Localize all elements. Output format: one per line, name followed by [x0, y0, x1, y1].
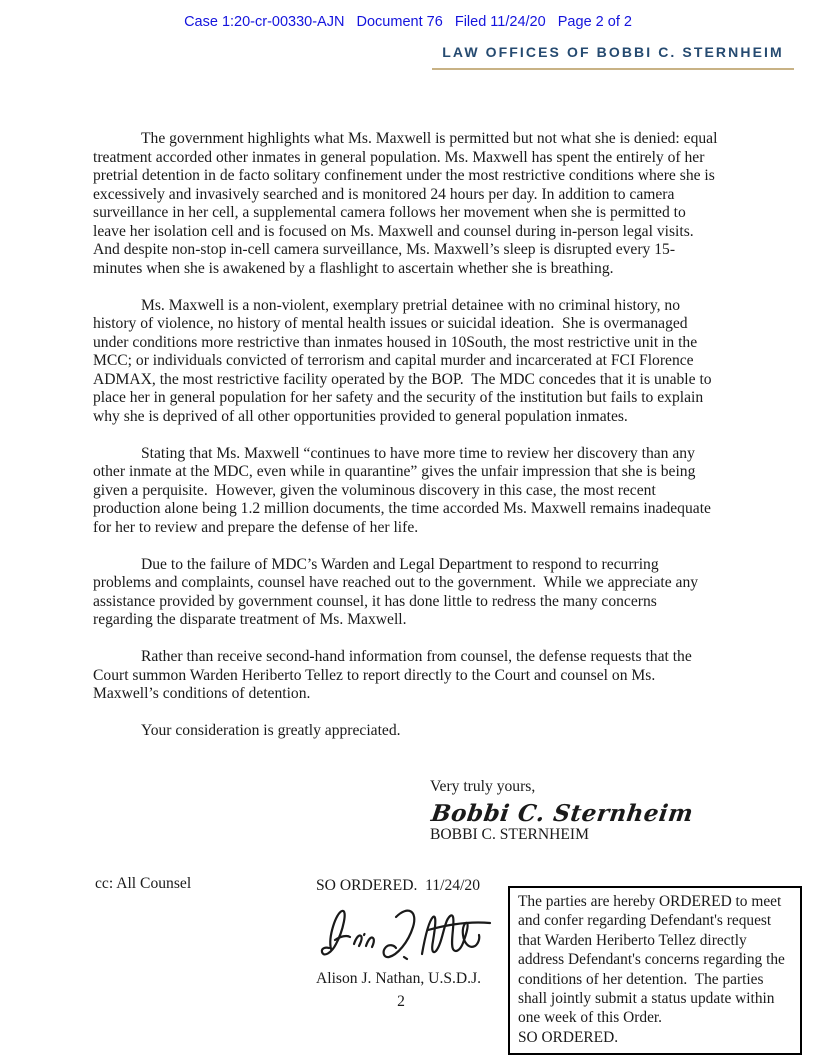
letterhead	[432, 44, 794, 70]
letter-body	[93, 130, 720, 759]
sternheim-typed-name: BOBBI C. STERNHEIM	[430, 826, 589, 843]
order-so-ordered: SO ORDERED.	[518, 1028, 619, 1046]
closing-block	[429, 778, 696, 845]
valediction: Very truly yours,	[430, 778, 536, 795]
sternheim-signature: Bobbi C. Sternheim	[429, 799, 696, 827]
paragraph-discovery-time: Stating that Ms. Maxwell “continues to have more time to review her discovery than any other inmate at the MDC, even while in quarantine” gives the unfair impression that she is being given a perquisite. However, given the voluminous discovery in this case, the most recent production alone being 1.2 million documents, the time accorded Ms. Maxwell remains inadequate for her to review and prepare the defense of her life.	[93, 444, 715, 536]
so-ordered-line: SO ORDERED. 11/24/20	[316, 877, 481, 894]
paragraph-government-highlights: The government highlights what Ms. Maxwell is permitted but not what she is denied: equal treatment accorded other inmates in general population. Ms. Maxwell has spent the entirely of her pretrial detention in de facto solitary confinement under the most restrictive conditions where she is excessively and invasively searched and is monitored 24 hours per day. In addition to camera surveillance in her cell, a supplemental camera follows her movement when she is permitted to leave her isolation cell and is focused on Ms. Maxwell and counsel during in-person legal visits. And despite non-stop in-cell camera surveillance, Ms. Maxwell’s sleep is disrupted every 15-minutes when she is awakened by a flashlight to ascertain whether she is breathing.	[93, 130, 722, 277]
so-ordered-block	[316, 877, 496, 1011]
judge-signature	[316, 897, 494, 969]
paragraph-nonviolent-detainee: Ms. Maxwell is a non-violent, exemplary pretrial detainee with no criminal history, no history of violence, no history of mental health issues or suicidal ideation. She is overmanaged under conditions more restrictive than inmates housed in 10South, the most restrictive unit in the MCC; or individuals convicted of terrorism and capital murder and incarcerated at FCI Florence ADMAX, the most restrictive facility operated by the BOP. The MDC concedes that it is unable to place her in general population for her safety and the security of the institution but fails to explain why she is deprived of all other opportunities provided to general population inmates.	[93, 296, 716, 425]
order-text: The parties are hereby ORDERED to meet and confer regarding Defendant's request that Warden Heriberto Tellez directly address Defendant's concerns regarding the conditions of her detention. The parties shall jointly submit a status update within one week of this Order.	[518, 893, 789, 1027]
paragraph-mdc-failure: Due to the failure of MDC’s Warden and Legal Department to respond to recurring problems and complaints, counsel have reached out to the government. While we appreciate any assistance provided by government counsel, it has done little to redress the many concerns regarding the disparate treatment of Ms. Maxwell.	[93, 555, 702, 628]
letterhead-rule	[432, 68, 794, 70]
page-number: 2	[397, 993, 405, 1010]
case-caption: Case 1:20-cr-00330-AJN Document 76 Filed 11/24/20 Page 2 of 2	[184, 14, 632, 30]
letterhead-firm-name: LAW OFFICES OF BOBBI C. STERNHEIM	[442, 44, 784, 60]
cc-line: cc: All Counsel	[95, 875, 192, 892]
paragraph-consideration: Your consideration is greatly appreciated.	[141, 722, 401, 739]
paragraph-summon-warden: Rather than receive second-hand information from counsel, the defense requests that the Court summon Warden Heriberto Tellez to report directly to the Court and counsel on Ms. Maxwell’s conditions of detention.	[93, 648, 696, 702]
judge-typed-name: Alison J. Nathan, U.S.D.J.	[316, 970, 482, 987]
endorsement-order-box	[508, 886, 802, 1055]
